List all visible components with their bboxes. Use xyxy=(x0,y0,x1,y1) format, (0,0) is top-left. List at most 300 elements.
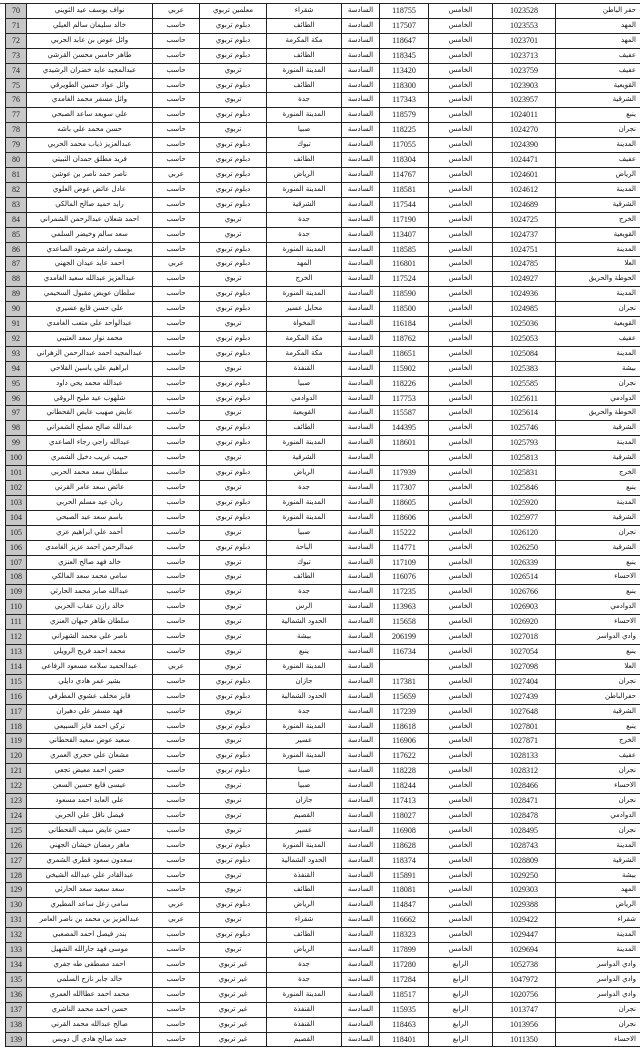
table-row xyxy=(6,421,640,436)
level-cell: الخامس xyxy=(429,600,493,615)
table-row xyxy=(6,481,640,496)
reference-number-cell: 1028743 xyxy=(493,838,556,853)
name-cell: سامي محمد سعد المالكي xyxy=(27,570,153,585)
city-cell: مكة المكرمة xyxy=(267,331,342,346)
level-cell: الرابع xyxy=(429,1032,493,1047)
table-row xyxy=(6,779,640,794)
level-cell: الخامس xyxy=(429,779,493,794)
row-number: 72 xyxy=(6,33,27,48)
row-number: 124 xyxy=(6,808,27,823)
reference-number-cell: 1023701 xyxy=(493,33,556,48)
name-cell: خالد رازن عقاب الحربي xyxy=(27,600,153,615)
table-row xyxy=(6,302,640,317)
table-row xyxy=(6,898,640,913)
region-cell: نجران xyxy=(556,525,640,540)
row-number: 109 xyxy=(6,585,27,600)
region-cell: الاحساء xyxy=(556,570,640,585)
stage-cell: السادسة xyxy=(342,227,380,242)
reference-number-cell: 1027098 xyxy=(493,659,556,674)
stage-cell: السادسة xyxy=(342,466,380,481)
table-row xyxy=(6,287,640,302)
table-row xyxy=(6,600,640,615)
name-cell: حمد صالح هادي آل دويس xyxy=(27,1032,153,1047)
name-cell: ناصر حمد ناصر بن عوشن xyxy=(27,167,153,182)
table-row xyxy=(6,63,640,78)
name-cell: علي سويعد ساعد الصبحي xyxy=(27,108,153,123)
level-cell: الخامس xyxy=(429,346,493,361)
id-cell: 117284 xyxy=(380,972,429,987)
city-cell: المدينة المنورة xyxy=(267,495,342,510)
id-cell: 115587 xyxy=(380,406,429,421)
name-cell: شلهوب عيد مليح الروقي xyxy=(27,391,153,406)
row-number: 70 xyxy=(6,4,27,19)
region-cell: الحوطة والحريق xyxy=(556,406,640,421)
reference-number-cell: 1024725 xyxy=(493,212,556,227)
reference-number-cell: 1029250 xyxy=(493,868,556,883)
level-cell: الخامس xyxy=(429,212,493,227)
subject-cell: حاسب xyxy=(153,451,200,466)
reference-number-cell: 1025977 xyxy=(493,510,556,525)
qualification-cell: دبلوم تربوي xyxy=(200,182,267,197)
region-cell: الخرج xyxy=(556,212,640,227)
stage-cell: السادسة xyxy=(342,242,380,257)
id-cell: 118647 xyxy=(380,33,429,48)
qualification-cell: دبلوم تربوي xyxy=(200,719,267,734)
city-cell: المهد xyxy=(267,257,342,272)
id-cell: 114847 xyxy=(380,898,429,913)
row-number: 108 xyxy=(6,570,27,585)
level-cell: الخامس xyxy=(429,153,493,168)
subject-cell: حاسب xyxy=(153,823,200,838)
city-cell: الرس xyxy=(267,600,342,615)
city-cell: تبوك xyxy=(267,138,342,153)
reference-number-cell: 1026920 xyxy=(493,615,556,630)
region-cell: عفيف xyxy=(556,48,640,63)
qualification-cell: دبلوم تربوي xyxy=(200,510,267,525)
reference-number-cell: 1027648 xyxy=(493,704,556,719)
subject-cell: حاسب xyxy=(153,525,200,540)
id-cell: 118500 xyxy=(380,302,429,317)
level-cell: الرابع xyxy=(429,1017,493,1032)
level-cell: الخامس xyxy=(429,331,493,346)
region-cell: الشرقية xyxy=(556,704,640,719)
subject-cell: حاسب xyxy=(153,928,200,943)
region-cell: بيشة xyxy=(556,868,640,883)
subject-cell: حاسب xyxy=(153,78,200,93)
row-number: 110 xyxy=(6,600,27,615)
region-cell: وادي الدواسر xyxy=(556,630,640,645)
region-cell: المدينة xyxy=(556,495,640,510)
name-cell: نواف يوسف عيد الثويني xyxy=(27,4,153,19)
name-cell: يوسف راشد مرشود الصاعدي xyxy=(27,242,153,257)
reference-number-cell: 1027404 xyxy=(493,674,556,689)
subject-cell: حاسب xyxy=(153,153,200,168)
id-cell: 118590 xyxy=(380,287,429,302)
row-number: 95 xyxy=(6,376,27,391)
id-cell: 117190 xyxy=(380,212,429,227)
row-number: 139 xyxy=(6,1032,27,1047)
table-row xyxy=(6,689,640,704)
name-cell: رايد حميد صالح المالكي xyxy=(27,197,153,212)
name-cell: حسن محمد علي باشه xyxy=(27,123,153,138)
row-number: 119 xyxy=(6,734,27,749)
reference-number-cell: 1025036 xyxy=(493,317,556,332)
region-cell: القويعية xyxy=(556,227,640,242)
name-cell: بشير عمر هادي دايلي xyxy=(27,674,153,689)
id-cell: 116908 xyxy=(380,823,429,838)
region-cell: المهد xyxy=(556,883,640,898)
subject-cell: حاسب xyxy=(153,808,200,823)
name-cell: فهد مسفر علي دهيران xyxy=(27,704,153,719)
qualification-cell: تربوي xyxy=(200,734,267,749)
name-cell: خالد سليمان سالم العيلي xyxy=(27,18,153,33)
name-cell: عبدالعزيز بن محمد بن ناصر العامر xyxy=(27,913,153,928)
id-cell: 115902 xyxy=(380,361,429,376)
id-cell: 116906 xyxy=(380,734,429,749)
subject-cell: حاسب xyxy=(153,63,200,78)
city-cell: القصيم xyxy=(267,808,342,823)
id-cell: 118601 xyxy=(380,436,429,451)
row-number: 88 xyxy=(6,272,27,287)
name-cell: عبدالعزيز ذياب محمد الحربي xyxy=(27,138,153,153)
qualification-cell: تربوي xyxy=(200,570,267,585)
subject-cell: حاسب xyxy=(153,48,200,63)
stage-cell: السادسة xyxy=(342,838,380,853)
stage-cell: السادسة xyxy=(342,1002,380,1017)
row-number: 137 xyxy=(6,1002,27,1017)
city-cell: جدة xyxy=(267,972,342,987)
stage-cell: السادسة xyxy=(342,928,380,943)
stage-cell: السادسة xyxy=(342,674,380,689)
qualification-cell: دبلوم تربوي xyxy=(200,287,267,302)
row-number: 73 xyxy=(6,48,27,63)
reference-number-cell: 1025846 xyxy=(493,481,556,496)
qualification-cell: تربوي xyxy=(200,913,267,928)
region-cell: الدوادمي xyxy=(556,808,640,823)
row-number: 126 xyxy=(6,838,27,853)
row-number: 136 xyxy=(6,987,27,1002)
name-cell: وائل عوض بن عابد الحربي xyxy=(27,33,153,48)
qualification-cell: دبلوم تربوي xyxy=(200,689,267,704)
city-cell: الطائف xyxy=(267,18,342,33)
id-cell: 116662 xyxy=(380,913,429,928)
city-cell: القنفذة xyxy=(267,361,342,376)
stage-cell: السادسة xyxy=(342,182,380,197)
stage-cell: السادسة xyxy=(342,481,380,496)
table-row xyxy=(6,958,640,973)
reference-number-cell: 1024985 xyxy=(493,302,556,317)
row-number: 128 xyxy=(6,868,27,883)
region-cell: الحوطة والحريق xyxy=(556,272,640,287)
name-cell: ابراهيم علي ياسين القلاحي xyxy=(27,361,153,376)
level-cell: الخامس xyxy=(429,540,493,555)
name-cell: صالح عبدالله محمد القرني xyxy=(27,1017,153,1032)
reference-number-cell: 1026766 xyxy=(493,585,556,600)
city-cell: المخواة xyxy=(267,317,342,332)
level-cell: الخامس xyxy=(429,78,493,93)
row-number: 112 xyxy=(6,630,27,645)
region-cell: الاحساء xyxy=(556,1032,640,1047)
city-cell: الرياض xyxy=(267,943,342,958)
row-number: 75 xyxy=(6,78,27,93)
id-cell: 117507 xyxy=(380,18,429,33)
name-cell: حسن عايض سيف القحطاني xyxy=(27,823,153,838)
row-number: 78 xyxy=(6,123,27,138)
id-cell: 206199 xyxy=(380,630,429,645)
reference-number-cell: 1025383 xyxy=(493,361,556,376)
reference-number-cell: 1013956 xyxy=(493,1017,556,1032)
name-cell: فايز مخلف عشوي المطرفي xyxy=(27,689,153,704)
region-cell: المدينة xyxy=(556,943,640,958)
city-cell: الطائف xyxy=(267,570,342,585)
reference-number-cell: 1027439 xyxy=(493,689,556,704)
id-cell: 117939 xyxy=(380,466,429,481)
stage-cell: السادسة xyxy=(342,78,380,93)
table-row xyxy=(6,1002,640,1017)
city-cell: المدينة المنورة xyxy=(267,436,342,451)
id-cell: 118585 xyxy=(380,242,429,257)
table-row xyxy=(6,883,640,898)
row-number: 99 xyxy=(6,436,27,451)
stage-cell: السادسة xyxy=(342,868,380,883)
row-number: 114 xyxy=(6,659,27,674)
stage-cell: السادسة xyxy=(342,1032,380,1047)
stage-cell: السادسة xyxy=(342,331,380,346)
level-cell: الخامس xyxy=(429,242,493,257)
qualification-cell: دبلوم تربوي xyxy=(200,108,267,123)
id-cell: 115659 xyxy=(380,689,429,704)
level-cell: الخامس xyxy=(429,227,493,242)
region-cell: ينبع xyxy=(556,644,640,659)
row-number: 102 xyxy=(6,481,27,496)
city-cell: القنفذة xyxy=(267,1002,342,1017)
city-cell: الطائف xyxy=(267,883,342,898)
reference-number-cell: 1028471 xyxy=(493,794,556,809)
table-row xyxy=(6,987,640,1002)
reference-number-cell: 1024601 xyxy=(493,167,556,182)
name-cell: مشعان علي حجري العمري xyxy=(27,749,153,764)
id-cell: 116076 xyxy=(380,570,429,585)
row-number: 125 xyxy=(6,823,27,838)
reference-number-cell: 1025920 xyxy=(493,495,556,510)
subject-cell: حاسب xyxy=(153,540,200,555)
id-cell: 118579 xyxy=(380,108,429,123)
stage-cell: السادسة xyxy=(342,108,380,123)
region-cell: المدينة xyxy=(556,182,640,197)
name-cell: سلطان ظاهر جبهان العنزي xyxy=(27,615,153,630)
row-number: 129 xyxy=(6,883,27,898)
stage-cell: السادسة xyxy=(342,704,380,719)
name-cell: عبدالمجيد عايد خضران الرشيدي xyxy=(27,63,153,78)
subject-cell: حاسب xyxy=(153,958,200,973)
name-cell: عبدالله صابر محمد الحارثي xyxy=(27,585,153,600)
reference-number-cell: 1025084 xyxy=(493,346,556,361)
row-number: 122 xyxy=(6,779,27,794)
stage-cell: السادسة xyxy=(342,808,380,823)
row-number: 121 xyxy=(6,764,27,779)
city-cell: القويعية xyxy=(267,406,342,421)
stage-cell: السادسة xyxy=(342,421,380,436)
stage-cell: السادسة xyxy=(342,197,380,212)
reference-number-cell: 1024689 xyxy=(493,197,556,212)
region-cell: المدينة xyxy=(556,436,640,451)
row-number: 87 xyxy=(6,257,27,272)
stage-cell: السادسة xyxy=(342,525,380,540)
qualification-cell: تربوي xyxy=(200,943,267,958)
level-cell: الخامس xyxy=(429,764,493,779)
id-cell: 117239 xyxy=(380,704,429,719)
reference-number-cell: 1020756 xyxy=(493,987,556,1002)
subject-cell: حاسب xyxy=(153,585,200,600)
level-cell: الخامس xyxy=(429,108,493,123)
id-cell: 116734 xyxy=(380,644,429,659)
id-cell: 118517 xyxy=(380,987,429,1002)
subject-cell: عربي xyxy=(153,659,200,674)
qualification-cell: دبلوم تربوي xyxy=(200,138,267,153)
stage-cell: السادسة xyxy=(342,138,380,153)
qualification-cell: دبلوم تربوي xyxy=(200,376,267,391)
subject-cell: حاسب xyxy=(153,779,200,794)
city-cell: المدينة المنورة xyxy=(267,242,342,257)
reference-number-cell: 1025793 xyxy=(493,436,556,451)
city-cell: جدة xyxy=(267,93,342,108)
table-row xyxy=(6,734,640,749)
row-number: 134 xyxy=(6,958,27,973)
table-row xyxy=(6,808,640,823)
subject-cell: عربي xyxy=(153,898,200,913)
name-cell: باسم سعد عيد الصبحي xyxy=(27,510,153,525)
region-cell: الشرقية xyxy=(556,510,640,525)
row-number: 123 xyxy=(6,794,27,809)
table-row xyxy=(6,749,640,764)
city-cell: القصيم xyxy=(267,1032,342,1047)
qualification-cell: تربوي xyxy=(200,555,267,570)
name-cell: احمد عايد عيدان الجهني xyxy=(27,257,153,272)
table-row xyxy=(6,167,640,182)
subject-cell: حاسب xyxy=(153,764,200,779)
stage-cell: السادسة xyxy=(342,958,380,973)
reference-number-cell: 1013747 xyxy=(493,1002,556,1017)
reference-number-cell: 1027801 xyxy=(493,719,556,734)
level-cell: الخامس xyxy=(429,63,493,78)
stage-cell: السادسة xyxy=(342,257,380,272)
name-cell: محمد نوار سعد العتيبي xyxy=(27,331,153,346)
row-number: 94 xyxy=(6,361,27,376)
row-number: 92 xyxy=(6,331,27,346)
reference-number-cell: 1011350 xyxy=(493,1032,556,1047)
city-cell: بيشة xyxy=(267,630,342,645)
qualification-cell: غير تربوي xyxy=(200,1032,267,1047)
table-row xyxy=(6,555,640,570)
city-cell: جدة xyxy=(267,585,342,600)
reference-number-cell: 1028809 xyxy=(493,853,556,868)
stage-cell: السادسة xyxy=(342,406,380,421)
region-cell: الدوادمي xyxy=(556,600,640,615)
name-cell: حسن احمد محمد الناشري xyxy=(27,1002,153,1017)
region-cell: المدينة xyxy=(556,138,640,153)
row-number: 118 xyxy=(6,719,27,734)
table-row xyxy=(6,510,640,525)
region-cell: الرياض xyxy=(556,898,640,913)
subject-cell: حاسب xyxy=(153,18,200,33)
name-cell: عادل عائض عوض العلوي xyxy=(27,182,153,197)
row-number: 76 xyxy=(6,93,27,108)
subject-cell: حاسب xyxy=(153,331,200,346)
subject-cell: حاسب xyxy=(153,853,200,868)
id-cell xyxy=(380,659,429,674)
subject-cell: حاسب xyxy=(153,644,200,659)
name-cell: خالد فهد صالح العنزي xyxy=(27,555,153,570)
id-cell: 117235 xyxy=(380,585,429,600)
qualification-cell: تربوي xyxy=(200,481,267,496)
qualification-cell: غير تربوي xyxy=(200,1017,267,1032)
name-cell: علي حسن قايع عسيري xyxy=(27,302,153,317)
id-cell: 118762 xyxy=(380,331,429,346)
reference-number-cell: 1027018 xyxy=(493,630,556,645)
stage-cell: السادسة xyxy=(342,48,380,63)
stage-cell: السادسة xyxy=(342,63,380,78)
table-row xyxy=(6,853,640,868)
level-cell: الخامس xyxy=(429,898,493,913)
subject-cell: حاسب xyxy=(153,972,200,987)
reference-number-cell: 1025611 xyxy=(493,391,556,406)
region-cell: ينبع xyxy=(556,555,640,570)
stage-cell: السادسة xyxy=(342,18,380,33)
region-cell: ينبع xyxy=(556,585,640,600)
subject-cell: حاسب xyxy=(153,138,200,153)
city-cell: الباحة xyxy=(267,540,342,555)
qualification-cell: دبلوم تربوي xyxy=(200,749,267,764)
stage-cell: السادسة xyxy=(342,4,380,19)
id-cell: 113420 xyxy=(380,63,429,78)
subject-cell: حاسب xyxy=(153,1032,200,1047)
id-cell: 144395 xyxy=(380,421,429,436)
city-cell: صبيا xyxy=(267,525,342,540)
qualification-cell: تربوي xyxy=(200,823,267,838)
table-row xyxy=(6,33,640,48)
region-cell: المدينة xyxy=(556,928,640,943)
level-cell: الخامس xyxy=(429,167,493,182)
reference-number-cell: 1029388 xyxy=(493,898,556,913)
table-row xyxy=(6,391,640,406)
subject-cell: حاسب xyxy=(153,33,200,48)
city-cell: الطائف xyxy=(267,421,342,436)
id-cell xyxy=(380,451,429,466)
id-cell: 118463 xyxy=(380,1017,429,1032)
reference-number-cell: 1026339 xyxy=(493,555,556,570)
region-cell: وادي الدواسر xyxy=(556,972,640,987)
qualification-cell: غير تربوي xyxy=(200,972,267,987)
city-cell: تبوك xyxy=(267,555,342,570)
subject-cell: حاسب xyxy=(153,570,200,585)
region-cell: المهد xyxy=(556,33,640,48)
table-row xyxy=(6,272,640,287)
id-cell: 118628 xyxy=(380,838,429,853)
level-cell: الخامس xyxy=(429,257,493,272)
row-number: 81 xyxy=(6,167,27,182)
level-cell: الخامس xyxy=(429,510,493,525)
level-cell: الخامس xyxy=(429,913,493,928)
qualification-cell: تربوي xyxy=(200,93,267,108)
qualification-cell: دبلوم تربوي xyxy=(200,346,267,361)
qualification-cell: غير تربوي xyxy=(200,987,267,1002)
city-cell: القنفذة xyxy=(267,868,342,883)
level-cell: الخامس xyxy=(429,93,493,108)
table-row xyxy=(6,630,640,645)
city-cell: مكة المكرمة xyxy=(267,33,342,48)
qualification-cell: تربوي xyxy=(200,227,267,242)
table-row xyxy=(6,704,640,719)
